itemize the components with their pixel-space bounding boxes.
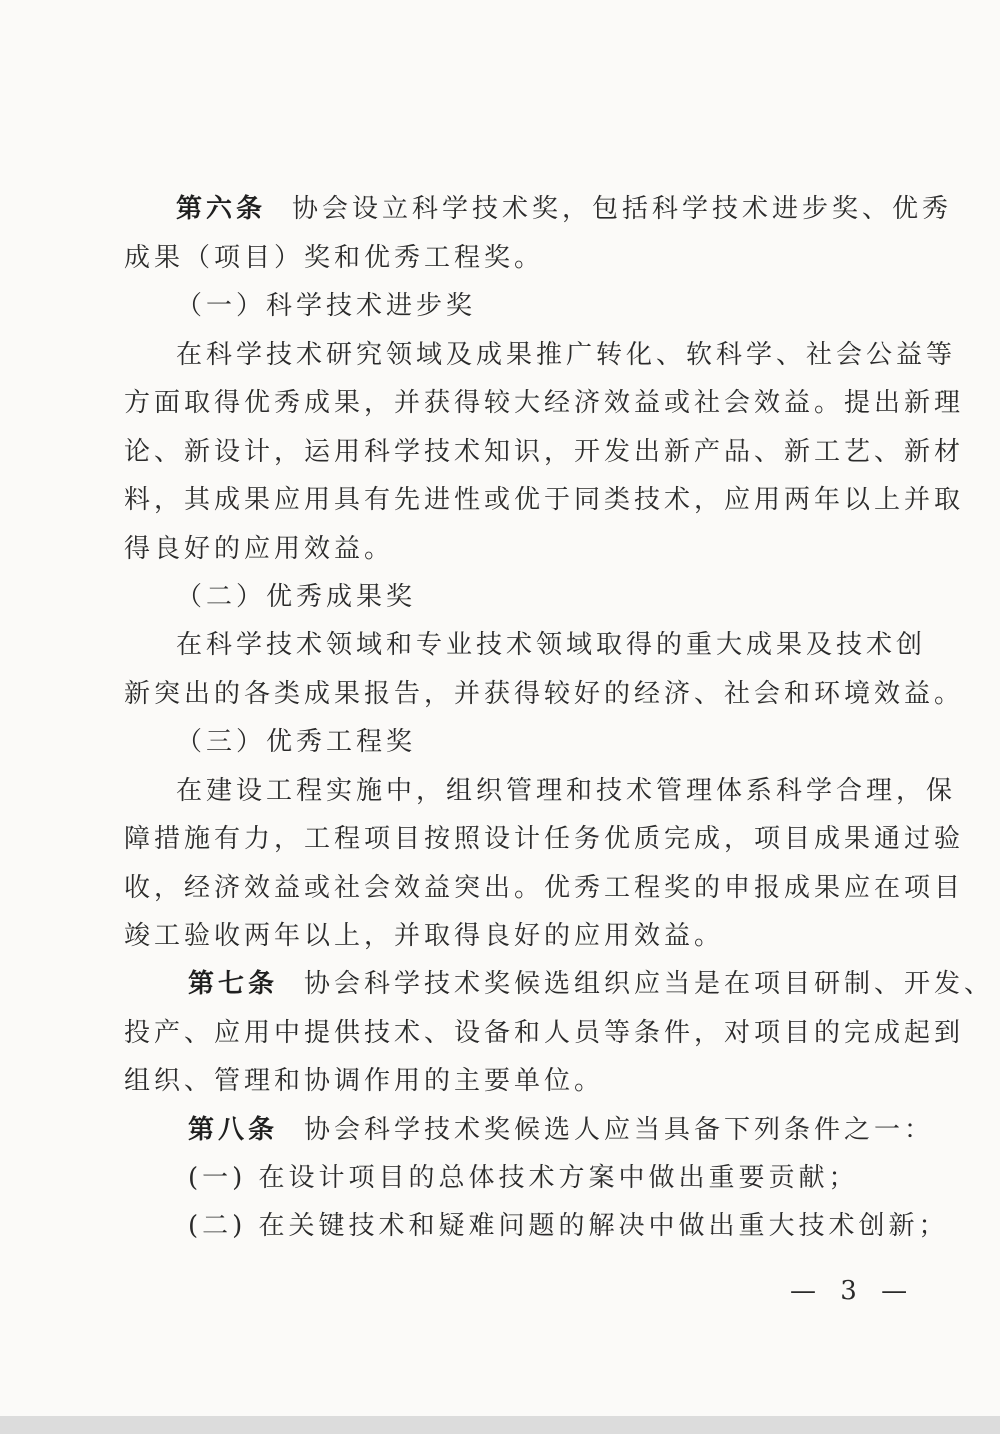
section-1-line-1: 在科学技术研究领域及成果推广转化、软科学、社会公益等 <box>176 340 957 370</box>
article-7-line-1 <box>188 971 994 997</box>
article-8-line-1 <box>188 1117 934 1143</box>
article-7-line-2: 投产、应用中提供技术、设备和人员等条件，对项目的完成起到 <box>124 1018 965 1048</box>
article-8-label: 第八条 <box>188 1115 279 1145</box>
article-8-item-1: (一) 在设计项目的总体技术方案中做出重要贡献； <box>188 1163 859 1193</box>
section-1-line-3: 论、新设计，运用科学技术知识，开发出新产品、新工艺、新材 <box>124 437 965 467</box>
section-1-line-2: 方面取得优秀成果，并获得较大经济效益或社会效益。提出新理 <box>124 388 965 418</box>
section-1-line-5: 得良好的应用效益。 <box>124 534 395 564</box>
section-3-line-3: 收，经济效益或社会效益突出。优秀工程奖的申报成果应在项目 <box>124 873 965 903</box>
section-2-heading: （二）优秀成果奖 <box>176 582 417 612</box>
page-number: — 3 — <box>790 1276 916 1306</box>
section-1-line-4: 料，其成果应用具有先进性或优于同类技术，应用两年以上并取 <box>124 485 965 515</box>
article-6-line-1 <box>176 196 952 222</box>
article-6-text: 协会设立科学技术奖，包括科学技术进步奖、优秀 <box>292 194 953 224</box>
bottom-edge <box>0 1416 1000 1434</box>
article-7-label: 第七条 <box>188 969 279 999</box>
section-3-line-1: 在建设工程实施中，组织管理和技术管理体系科学合理，保 <box>176 776 957 806</box>
section-2-line-1: 在科学技术领域和专业技术领域取得的重大成果及技术创 <box>176 630 927 660</box>
section-3-line-4: 竣工验收两年以上，并取得良好的应用效益。 <box>124 921 725 951</box>
article-6-line-2: 成果（项目）奖和优秀工程奖。 <box>124 243 545 273</box>
article-8-text: 协会科学技术奖候选人应当具备下列条件之一： <box>304 1115 935 1145</box>
section-3-line-2: 障措施有力，工程项目按照设计任务优质完成，项目成果通过验 <box>124 824 965 854</box>
section-2-line-2: 新突出的各类成果报告，并获得较好的经济、社会和环境效益。 <box>124 679 965 709</box>
section-1-heading: （一）科学技术进步奖 <box>176 291 477 321</box>
section-3-heading: （三）优秀工程奖 <box>176 727 417 757</box>
article-7-line-3: 组织、管理和协调作用的主要单位。 <box>124 1066 605 1096</box>
article-7-text: 协会科学技术奖候选组织应当是在项目研制、开发、 <box>304 969 995 999</box>
article-8-item-2: (二) 在关键技术和疑难问题的解决中做出重大技术创新； <box>188 1211 949 1241</box>
article-6-label: 第六条 <box>176 194 267 224</box>
